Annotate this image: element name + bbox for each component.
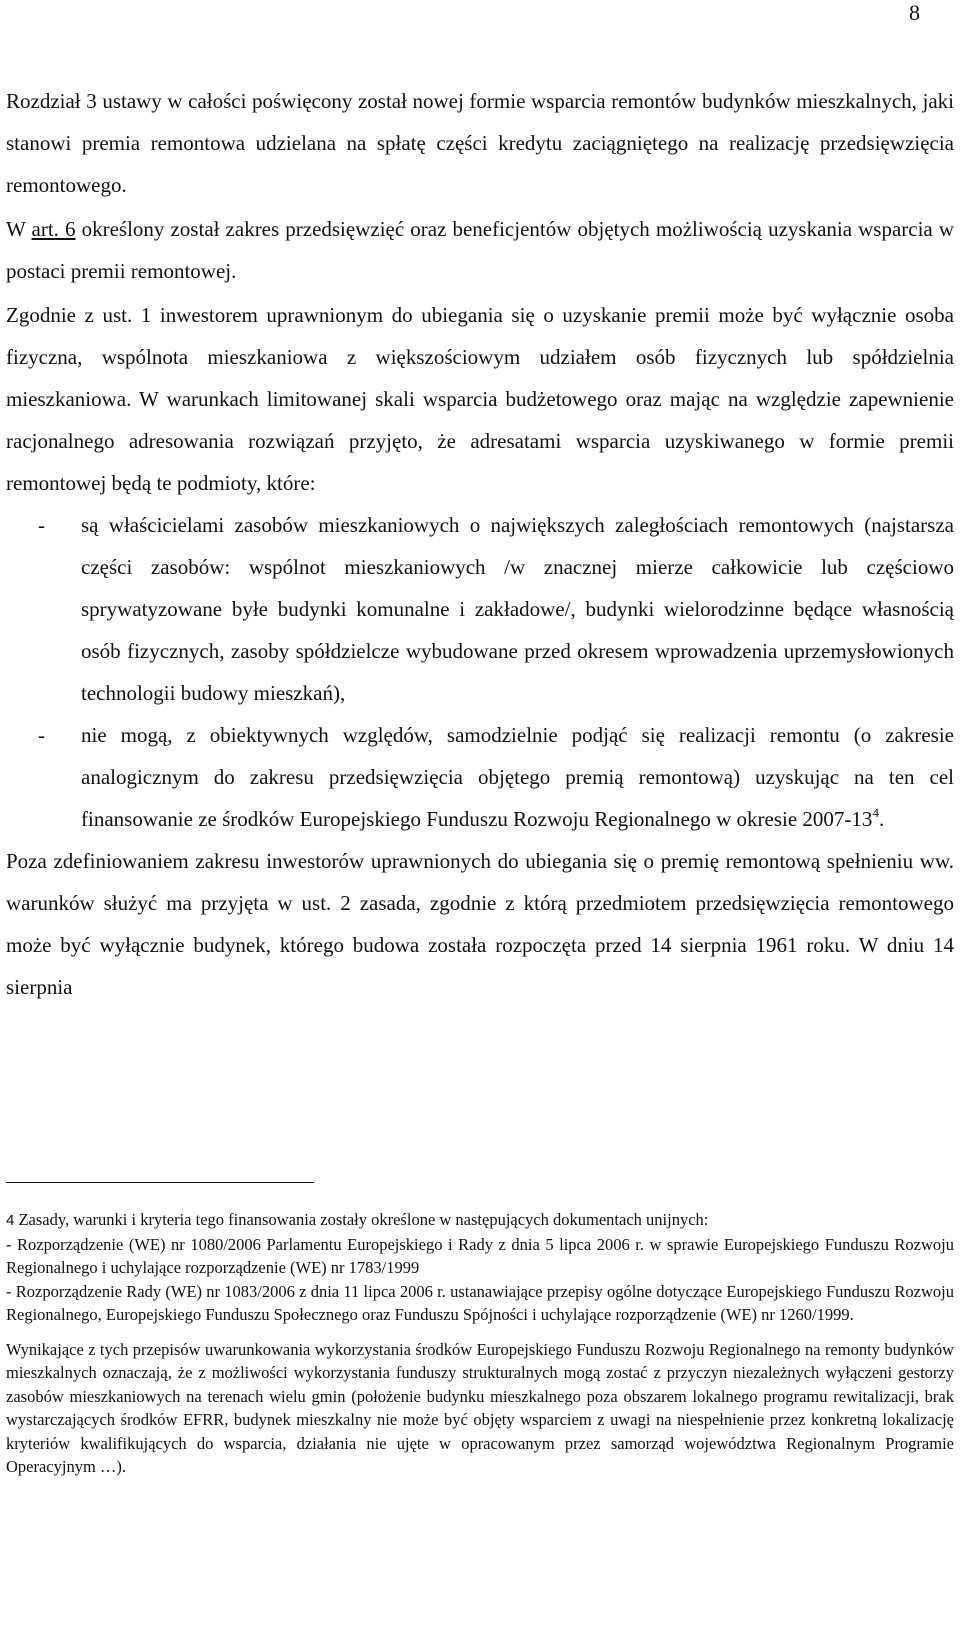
footnote-regulation-1080: - Rozporządzenie (WE) nr 1080/2006 Parlamentu Europejskiego i Rady z dnia 5 lipca 2006 r. w sprawie Europejskiego Funduszu Rozwoju Regionalnego i uchylające rozporządzenie (WE) nr 1783/1999: [6, 1234, 954, 1277]
footnote-section: [6, 1208, 954, 1479]
footnote-intro-text: Zasady, warunki i kryteria tego finansowania zostały określone w następujących dokumentach unijnych:: [14, 1210, 709, 1229]
paragraph-ust-1: Zgodnie z ust. 1 inwestorem uprawnionym do ubiegania się o uzyskanie premii może być wyłącznie osoba fizyczna, wspólnota mieszkaniowa z większościowym udziałem osób fizycznych lub spółdzielnia mieszkaniowa. W warunkach limitowanej skali wsparcia budżetowego oraz mając na względzie zapewnienie racjonalnego adresowania rozwiązań przyjęto, że adresatami wsparcia uzyskiwanego w formie premii remontowej będą te podmioty, które:: [6, 303, 954, 495]
footnote-reference[interactable]: 4: [872, 805, 879, 820]
paragraph-art-6-text: określony został zakres przedsięwzięć oraz beneficjentów objętych możliwością uzyskania wsparcia w postaci premii remontowej.: [6, 217, 954, 283]
paragraph-art-6-prefix: W: [6, 217, 32, 241]
list-item-end: .: [878, 807, 885, 831]
beneficiary-list: [6, 504, 954, 840]
art-6-link[interactable]: art. 6: [31, 217, 76, 241]
paragraph-art-6: [6, 208, 954, 292]
list-item-text: nie mogą, z obiektywnych względów, samodzielnie podjąć się realizacji remontu (o zakresie analogicznym do zakresu przedsięwzięcia objętego premią remontową) uzyskując na ten cel finansowanie ze środków Europejskiego Funduszu Rozwoju Regionalnego w okresie 2007-13: [81, 723, 954, 831]
footnote-regulation-1083: - Rozporządzenie Rady (WE) nr 1083/2006 z dnia 11 lipca 2006 r. ustanawiające przepisy ogólne dotyczące Europejskiego Funduszu Rozwoju Regionalnego, Europejskiego Funduszu Społecznego oraz Funduszu Spójności i uchylające rozporządzenie (WE) nr 1260/1999.: [6, 1281, 954, 1324]
list-item: [6, 714, 954, 840]
footnote-intro: [6, 1208, 954, 1233]
footnote-explanation: Wynikające z tych przepisów uwarunkowania wykorzystania środków Europejskiego Funduszu Rozwoju Regionalnego na remonty budynków mieszkalnych oznaczają, że z możliwości wykorzystania funduszy strukturalnych mogą zostać z przyczyn niezależnych wyłączeni gestorzy zasobów mieszkaniowych na terenach wielu gmin (położenie budynku mieszkalnego poza obszarem lokalnego programu rewitalizacji, brak wystarczających środków EFRR, budynek mieszkalny nie może być objęty wsparciem z uwagi na niespełnienie przez konkretną lokalizację kryteriów kwalifikujących do wsparcia, działania nie ujęte w opracowanym przez samorząd województwa Regionalnym Programie Operacyjnym …).: [6, 1339, 954, 1476]
list-dash: -: [38, 513, 45, 537]
footnote-separator: [6, 1182, 314, 1183]
footnote-number: 4: [6, 1212, 15, 1229]
list-dash: -: [38, 723, 45, 747]
page-number: 8: [909, 0, 920, 25]
list-item-text: są właścicielami zasobów mieszkaniowych o największych zaległościach remontowych (najstarsza części zasobów: wspólnot mieszkaniowych /w znacznej mierze całkowicie lub częściowo sprywatyzowane byłe budynki komunalne i zakładowe/, budynki wielorodzinne będące własnością osób fizycznych, zasoby spółdzielcze wybudowane przed okresem wprowadzenia uprzemysłowionych technologii budowy mieszkań),: [81, 513, 954, 705]
paragraph-ust-2: Poza zdefiniowaniem zakresu inwestorów uprawnionych do ubiegania się o premię remontową spełnieniu ww. warunków służyć ma przyjęta w ust. 2 zasada, zgodnie z którą przedmiotem przedsięwzięcia remontowego może być wyłącznie budynek, którego budowa została rozpoczęta przed 14 sierpnia 1961 roku. W dniu 14 sierpnia: [6, 849, 954, 999]
list-item: [6, 504, 954, 714]
main-text: [6, 80, 954, 1008]
paragraph-chapter-3: Rozdział 3 ustawy w całości poświęcony został nowej formie wsparcia remontów budynków mieszkalnych, jaki stanowi premia remontowa udzielana na spłatę części kredytu zaciągniętego na realizację przedsięwzięcia remontowego.: [6, 89, 954, 197]
